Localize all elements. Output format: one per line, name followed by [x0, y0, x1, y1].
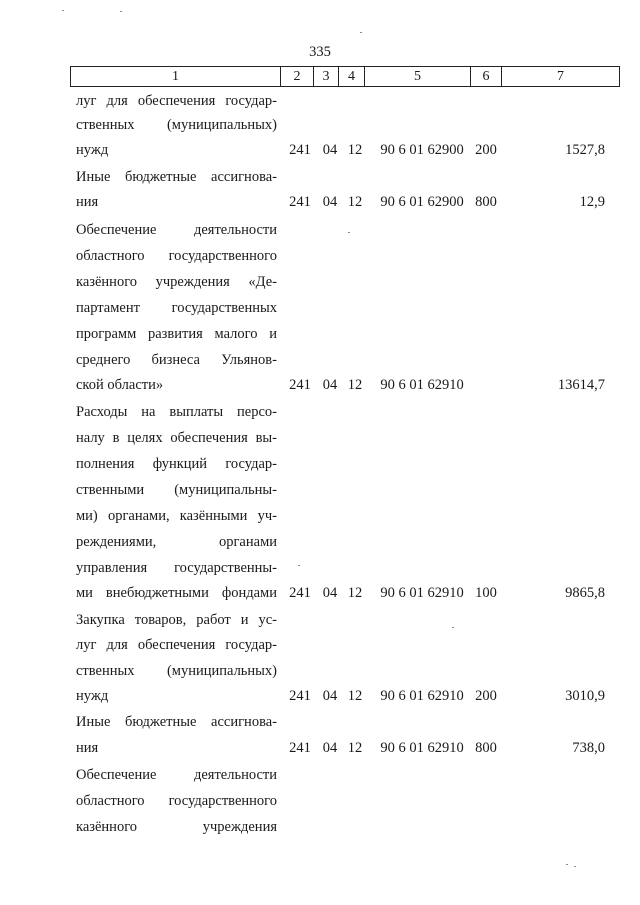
description-line: партамент государственных — [76, 300, 277, 316]
cell-col-6 — [472, 373, 500, 397]
description-line: управления государственны- — [76, 560, 277, 576]
description-line: ми внебюджетными фондами — [76, 585, 277, 601]
header-col-2: 2 — [281, 67, 314, 86]
cell-col-5: 90 6 01 62910 — [380, 377, 464, 393]
header-col-3: 3 — [314, 67, 339, 86]
description-line: ми) органами, казёнными уч- — [76, 508, 277, 524]
description-line: ской области» — [76, 377, 164, 393]
cell-col-2: 241 — [289, 142, 311, 158]
scan-speck — [62, 10, 64, 11]
scan-speck — [120, 11, 122, 12]
description-line: Закупка товаров, работ и ус- — [76, 612, 277, 628]
description-line: ния — [76, 194, 99, 210]
cell-col-4: 12 — [347, 585, 363, 601]
description-line: луг для обеспечения государ- — [76, 93, 277, 109]
description-line: Обеспечение деятельности — [76, 767, 277, 783]
description-line: программ развития малого и — [76, 326, 277, 342]
scan-speck — [360, 32, 362, 33]
cell-col-6: 800 — [475, 740, 497, 756]
cell-col-4: 12 — [347, 688, 363, 704]
page-number: 335 — [309, 44, 331, 60]
description-line: областного государственного — [76, 793, 277, 809]
cell-col-2: 241 — [289, 377, 311, 393]
description-line: Иные бюджетные ассигнова- — [76, 169, 277, 185]
cell-col-5: 90 6 01 62900 — [380, 142, 464, 158]
description-line: нужд — [76, 142, 109, 158]
cell-col-3: 04 — [322, 194, 338, 210]
description-line: Иные бюджетные ассигнова- — [76, 714, 277, 730]
description-line: областного государственного — [76, 248, 277, 264]
cell-col-7: 12,9 — [579, 194, 605, 210]
description-line: налу в целях обеспечения вы- — [76, 430, 277, 446]
header-col-6: 6 — [471, 67, 502, 86]
cell-col-6: 200 — [475, 142, 497, 158]
header-col-7: 7 — [557, 69, 564, 84]
cell-col-4: 12 — [347, 142, 363, 158]
cell-col-5: 90 6 01 62910 — [380, 740, 464, 756]
description-line: казённого учреждения — [76, 819, 277, 835]
cell-col-3: 04 — [322, 688, 338, 704]
cell-col-5: 90 6 01 62900 — [380, 194, 464, 210]
header-col-5: 5 — [365, 67, 471, 86]
description-line: реждениями, органами — [76, 534, 277, 550]
scan-speck — [566, 864, 568, 865]
cell-col-3: 04 — [322, 377, 338, 393]
description-line: Обеспечение деятельности — [76, 222, 277, 238]
header-col-4: 4 — [339, 67, 365, 86]
description-line: среднего бизнеса Ульянов- — [76, 352, 277, 368]
cell-col-2: 241 — [289, 688, 311, 704]
description-line: Расходы на выплаты персо- — [76, 404, 277, 420]
description-line: ственными (муниципальны- — [76, 482, 277, 498]
cell-col-7: 9865,8 — [565, 585, 605, 601]
description-line: ственных (муниципальных) — [76, 117, 277, 133]
description-line: полнения функций государ- — [76, 456, 277, 472]
cell-col-3: 04 — [322, 585, 338, 601]
cell-col-5: 90 6 01 62910 — [380, 688, 464, 704]
description-line: ния — [76, 740, 99, 756]
cell-col-4: 12 — [347, 740, 363, 756]
table-header-row — [70, 66, 620, 87]
scan-speck — [574, 866, 576, 867]
cell-col-2: 241 — [289, 194, 311, 210]
scan-speck — [348, 232, 350, 233]
scan-speck — [298, 565, 300, 566]
description-line: луг для обеспечения государ- — [76, 637, 277, 653]
description-line: нужд — [76, 688, 109, 704]
description-line: казённого учреждения «Де- — [76, 274, 277, 290]
cell-col-6: 200 — [475, 688, 497, 704]
cell-col-7: 13614,7 — [557, 377, 605, 393]
cell-col-5: 90 6 01 62910 — [380, 585, 464, 601]
cell-col-4: 12 — [347, 194, 363, 210]
cell-col-3: 04 — [322, 142, 338, 158]
cell-col-3: 04 — [322, 740, 338, 756]
cell-col-4: 12 — [347, 377, 363, 393]
scan-speck — [452, 627, 454, 628]
cell-col-7: 738,0 — [572, 740, 605, 756]
cell-col-7: 1527,8 — [565, 142, 605, 158]
header-col-1: 1 — [71, 67, 281, 86]
cell-col-7: 3010,9 — [565, 688, 605, 704]
description-line: ственных (муниципальных) — [76, 663, 277, 679]
cell-col-6: 800 — [475, 194, 497, 210]
cell-col-6: 100 — [475, 585, 497, 601]
cell-col-2: 241 — [289, 585, 311, 601]
cell-col-2: 241 — [289, 740, 311, 756]
